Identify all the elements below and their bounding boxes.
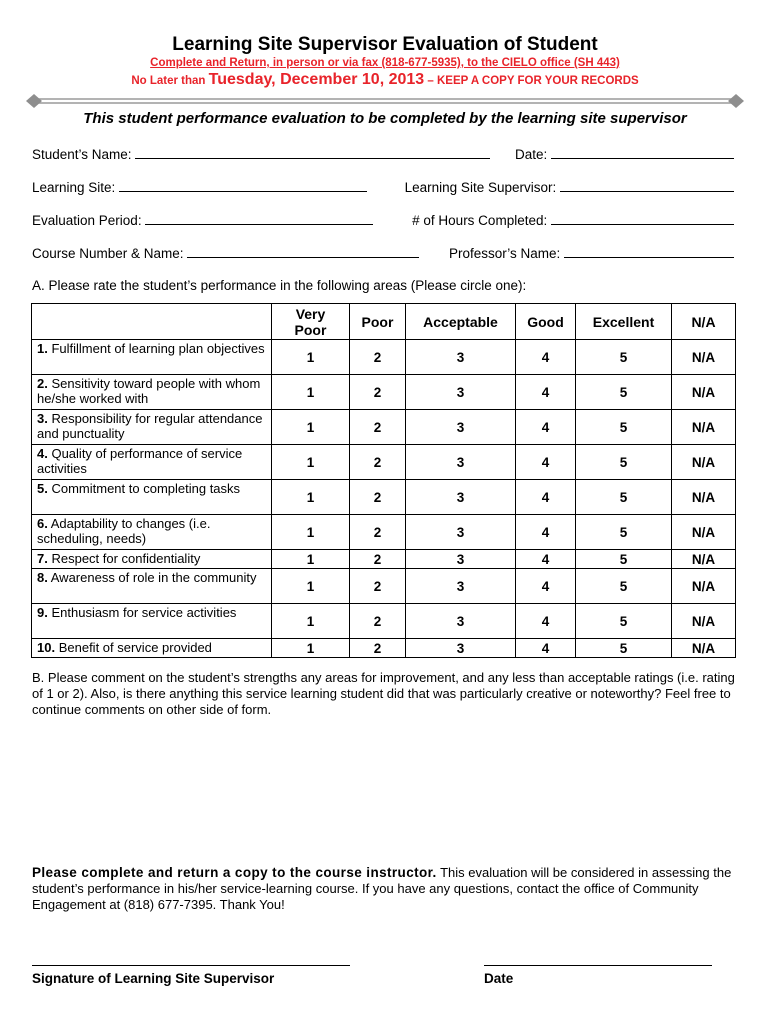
date-field[interactable] [551,146,734,159]
comments-area[interactable] [32,712,744,852]
rating-option[interactable]: 1 [272,480,350,515]
criterion-number: 3. [37,411,48,426]
footer-paragraph [32,865,744,913]
hours-completed-field[interactable] [551,212,734,225]
rating-table [31,303,736,658]
rating-row [32,375,736,410]
rating-option[interactable]: 5 [576,604,672,639]
rating-option[interactable]: 5 [576,410,672,445]
rating-option[interactable]: 3 [406,445,516,480]
rating-row [32,569,736,604]
criterion-number: 6. [37,516,48,531]
criterion-text: Fulfillment of learning plan objectives [51,341,265,356]
learning-site-label: Learning Site: [32,180,116,195]
evaluation-period-field[interactable] [145,212,373,225]
rating-option[interactable]: N/A [672,550,736,569]
rating-option[interactable]: 4 [516,480,576,515]
date-signature-line[interactable] [484,965,712,966]
rating-option[interactable]: 5 [576,569,672,604]
rating-option[interactable]: 4 [516,550,576,569]
rating-option[interactable]: 2 [350,410,406,445]
learning-site-field[interactable] [119,179,367,192]
rating-option[interactable]: N/A [672,410,736,445]
rating-header-row [32,304,736,340]
rating-option[interactable]: 5 [576,550,672,569]
rating-option[interactable]: 2 [350,569,406,604]
criterion-number: 10. [37,640,56,655]
rating-option[interactable]: 4 [516,340,576,375]
criterion-number: 5. [37,481,48,496]
rating-option[interactable]: N/A [672,639,736,658]
col-good: Good [516,304,576,340]
criterion-label [32,569,272,604]
site-supervisor-field[interactable] [560,179,734,192]
col-acceptable: Acceptable [406,304,516,340]
criterion-text: Commitment to completing tasks [51,481,241,496]
rating-option[interactable]: N/A [672,445,736,480]
rating-row [32,550,736,569]
criterion-label [32,375,272,410]
col-very-poor: Very Poor [272,304,350,340]
rating-option[interactable]: 3 [406,410,516,445]
criterion-text: Quality of performance of service activities [37,446,243,476]
criterion-label [32,515,272,550]
criterion-text: Benefit of service provided [58,640,212,655]
form-subtitle: This student performance evaluation to be completed by the learning site supervisor [83,110,687,127]
rating-option[interactable]: 1 [272,340,350,375]
deadline-prefix: No Later than [131,75,206,87]
deadline-date: Tuesday, December 10, 2013 [208,71,425,88]
rating-option[interactable]: N/A [672,340,736,375]
hours-completed-label: # of Hours Completed: [412,213,548,228]
rating-option[interactable]: N/A [672,480,736,515]
criterion-text: Awareness of role in the community [50,570,257,585]
criterion-text: Enthusiasm for service activities [51,605,237,620]
col-na: N/A [672,304,736,340]
criterion-text: Responsibility for regular attendance and punctuality [37,411,263,441]
rating-option[interactable]: N/A [672,604,736,639]
rating-option[interactable]: 5 [576,480,672,515]
criterion-label [32,639,272,658]
rating-row [32,604,736,639]
diamond-left-icon [26,94,42,108]
field-row-course [32,245,734,265]
rating-option[interactable]: 4 [516,410,576,445]
rating-option[interactable]: 3 [406,604,516,639]
date-label: Date: [514,147,548,162]
criterion-number: 4. [37,446,48,461]
diamond-right-icon [728,94,744,108]
criterion-number: 2. [37,376,48,391]
rating-option[interactable]: 2 [350,639,406,658]
col-excellent: Excellent [576,304,672,340]
rating-option[interactable]: 4 [516,639,576,658]
rating-option[interactable]: 4 [516,375,576,410]
criterion-label [32,410,272,445]
rating-option[interactable]: 2 [350,550,406,569]
rating-option[interactable]: 2 [350,445,406,480]
rating-option[interactable]: 3 [406,515,516,550]
rating-option[interactable]: 2 [350,604,406,639]
course-label: Course Number & Name: [32,246,184,261]
student-name-label: Student’s Name: [32,147,132,162]
rating-option[interactable]: 3 [406,480,516,515]
evaluation-period-label: Evaluation Period: [32,213,142,228]
form-title: Learning Site Supervisor Evaluation of Student [172,34,598,55]
criterion-label [32,445,272,480]
criterion-number: 8. [37,570,48,585]
site-supervisor-label: Learning Site Supervisor: [404,180,557,195]
criterion-text: Adaptability to changes (i.e. scheduling, needs) [37,516,211,546]
field-row-site [32,179,734,199]
section-b-prompt: B. Please comment on the student’s strengths any areas for improvement, and any less than acceptable ratings (i.e. rating of 1 or 2). Also, is there anything this service learning student did that was particularly creative or noteworthy? Feel free to continue comments on other side of form. [32,670,735,717]
rating-option[interactable]: N/A [672,375,736,410]
rating-option[interactable]: 2 [350,515,406,550]
criterion-number: 7. [37,551,48,566]
section-a-prompt: A. Please rate the student’s performance in the following areas (Please circle one): [32,278,527,293]
header-divider [26,94,744,110]
criteria-header [32,304,272,340]
rating-option[interactable]: 1 [272,604,350,639]
rating-option[interactable]: 4 [516,445,576,480]
rating-option[interactable]: 1 [272,445,350,480]
criterion-label [32,550,272,569]
signature-label: Signature of Learning Site Supervisor [32,971,275,986]
criterion-label [32,480,272,515]
rating-option[interactable]: 1 [272,410,350,445]
rating-row [32,639,736,658]
criterion-number: 9. [37,605,48,620]
return-instructions: Complete and Return, in person or via fax (818-677-5935), to the CIELO office (SH 443) [150,57,620,69]
col-poor: Poor [350,304,406,340]
rating-option[interactable]: 1 [272,515,350,550]
professor-field[interactable] [564,245,734,258]
criterion-label [32,604,272,639]
rating-row [32,445,736,480]
rating-option[interactable]: 5 [576,340,672,375]
rating-option[interactable]: 1 [272,569,350,604]
field-row-period [32,212,734,232]
rating-option[interactable]: 3 [406,569,516,604]
deadline-line [0,71,770,89]
rating-option[interactable]: 5 [576,515,672,550]
rating-row [32,410,736,445]
rating-option[interactable]: 2 [350,340,406,375]
rating-option[interactable]: 1 [272,639,350,658]
rating-option[interactable]: 4 [516,515,576,550]
field-row-student [32,146,734,166]
rating-option[interactable]: 4 [516,604,576,639]
student-name-field[interactable] [135,146,490,159]
criterion-label [32,340,272,375]
rating-option[interactable]: 5 [576,639,672,658]
rating-row [32,515,736,550]
rating-option[interactable]: 5 [576,445,672,480]
deadline-suffix: – KEEP A COPY FOR YOUR RECORDS [427,75,639,87]
rating-option[interactable]: 3 [406,375,516,410]
rating-option[interactable]: 4 [516,569,576,604]
rating-option[interactable]: 1 [272,550,350,569]
professor-label: Professor’s Name: [448,246,561,261]
rating-option[interactable]: 3 [406,340,516,375]
criterion-text: Respect for confidentiality [51,551,201,566]
signature-line[interactable] [32,965,350,966]
rating-option[interactable]: 1 [272,375,350,410]
date-signature-label: Date [484,971,514,986]
rating-option[interactable]: 3 [406,550,516,569]
footer-bold-lead: Please complete and return a copy to the course instructor. [32,865,437,880]
rating-option[interactable]: 2 [350,375,406,410]
criterion-text: Sensitivity toward people with whom he/she worked with [37,376,261,406]
rating-option[interactable]: N/A [672,515,736,550]
rating-option[interactable]: 2 [350,480,406,515]
course-field[interactable] [187,245,419,258]
rating-row [32,340,736,375]
rating-option[interactable]: 5 [576,375,672,410]
criterion-number: 1. [37,341,48,356]
rating-row [32,480,736,515]
rating-option[interactable]: N/A [672,569,736,604]
rating-option[interactable]: 3 [406,639,516,658]
footer-text: This evaluation will be considered in assessing the student’s performance in his/her service-learning course. If you have any questions, contact the office of Community Engagement at (818) 677-7395. Thank You! [32,865,732,912]
